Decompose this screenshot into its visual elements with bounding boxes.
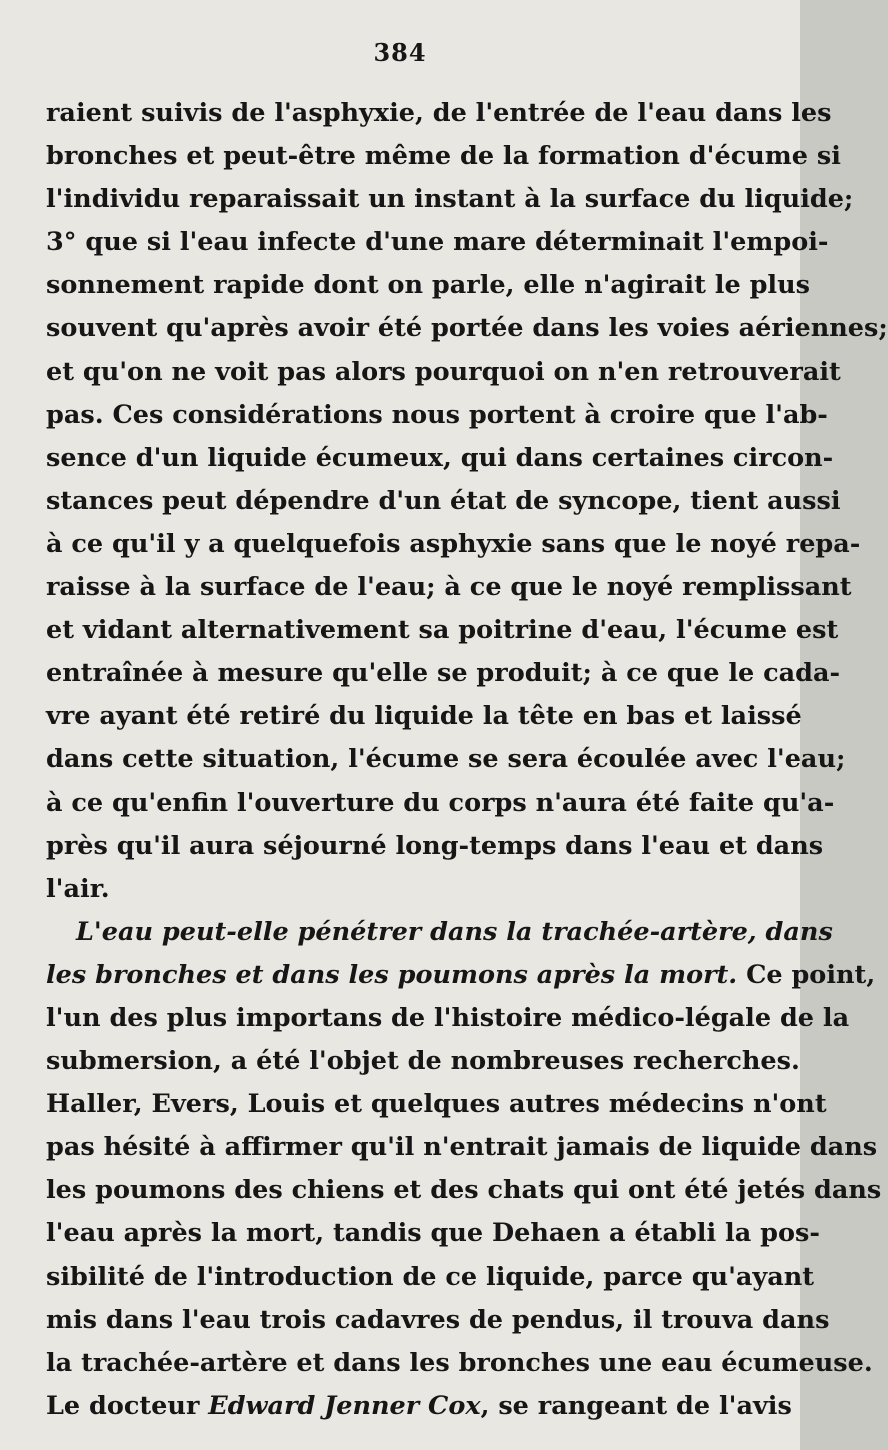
text-line: sence d'un liquide écumeux, qui dans certaines circon- [46,442,834,473]
text-line: l'eau après la mort, tandis que Dehaen a établi la pos- [46,1218,820,1249]
page-number: 384 [373,38,427,67]
text-line: submersion, a été l'objet de nombreuses recherches. [46,1046,800,1077]
heading-line [46,911,833,954]
text-line: à ce qu'il y a quelquefois asphyxie sans que le noyé repa- [46,528,861,559]
body-text [46,92,888,1428]
text-line: raient suivis de l'asphyxie, de l'entrée de l'eau dans les [46,98,832,128]
text-line: la trachée-artère et dans les bronches une eau écumeuse. [46,1347,873,1378]
italic-question: L'eau peut-elle pénétrer dans la trachée-artère, dans [76,916,833,947]
text-line: l'un des plus importans de l'histoire médico-légale de la [46,1002,850,1033]
text-line: près qu'il aura séjourné long-temps dans l'eau et dans [46,830,824,861]
text-line: entraînée à mesure qu'elle se produit; à ce que le cada- [46,658,841,689]
italic-question: les bronches et dans les poumons après la mort. [46,959,738,990]
text-line: mis dans l'eau trois cadavres de pendus, il trouva dans [46,1304,830,1335]
text-run: , se rangeant de l'avis [480,1390,792,1421]
text-line: et vidant alternativement sa poitrine d'eau, l'écume est [46,615,839,646]
text-run: Ce point, [737,959,876,990]
text-line: dans cette situation, l'écume se sera écoulée avec l'eau; [46,744,846,775]
text-line: pas. Ces considérations nous portent à croire que l'ab- [46,399,828,430]
text-line: l'individu reparaissait un instant à la surface du liquide; [46,184,854,215]
text-line: 3° que si l'eau infecte d'une mare déterminait l'empoi- [46,227,829,258]
text-line: souvent qu'après avoir été portée dans les voies aériennes; [46,313,888,344]
text-line: les poumons des chiens et des chats qui ont été jetés dans [46,1175,882,1206]
text-line: bronches et peut-être même de la formation d'écume si [46,141,841,172]
text-line: Haller, Evers, Louis et quelques autres médecins n'ont [46,1089,827,1120]
text-line [46,1385,792,1428]
text-line: et qu'on ne voit pas alors pourquoi on n'en retrouverait [46,356,841,387]
text-line: à ce qu'enfin l'ouverture du corps n'aura été faite qu'a- [46,787,835,818]
text-line: pas hésité à affirmer qu'il n'entrait jamais de liquide dans [46,1132,878,1163]
text-line: raisse à la surface de l'eau; à ce que le noyé remplissant [46,572,852,603]
text-line: stances peut dépendre d'un état de syncope, tient aussi [46,485,841,516]
text-line: sonnement rapide dont on parle, elle n'agirait le plus [46,270,810,301]
text-line: sibilité de l'introduction de ce liquide, parce qu'ayant [46,1261,815,1292]
text-run: Le docteur [46,1390,209,1421]
heading-line [46,954,876,997]
text-line: vre ayant été retiré du liquide la tête en bas et laissé [46,701,802,732]
author-name: Edward Jenner Cox [208,1390,481,1421]
paragraph-end-line: l'air. [46,873,110,904]
